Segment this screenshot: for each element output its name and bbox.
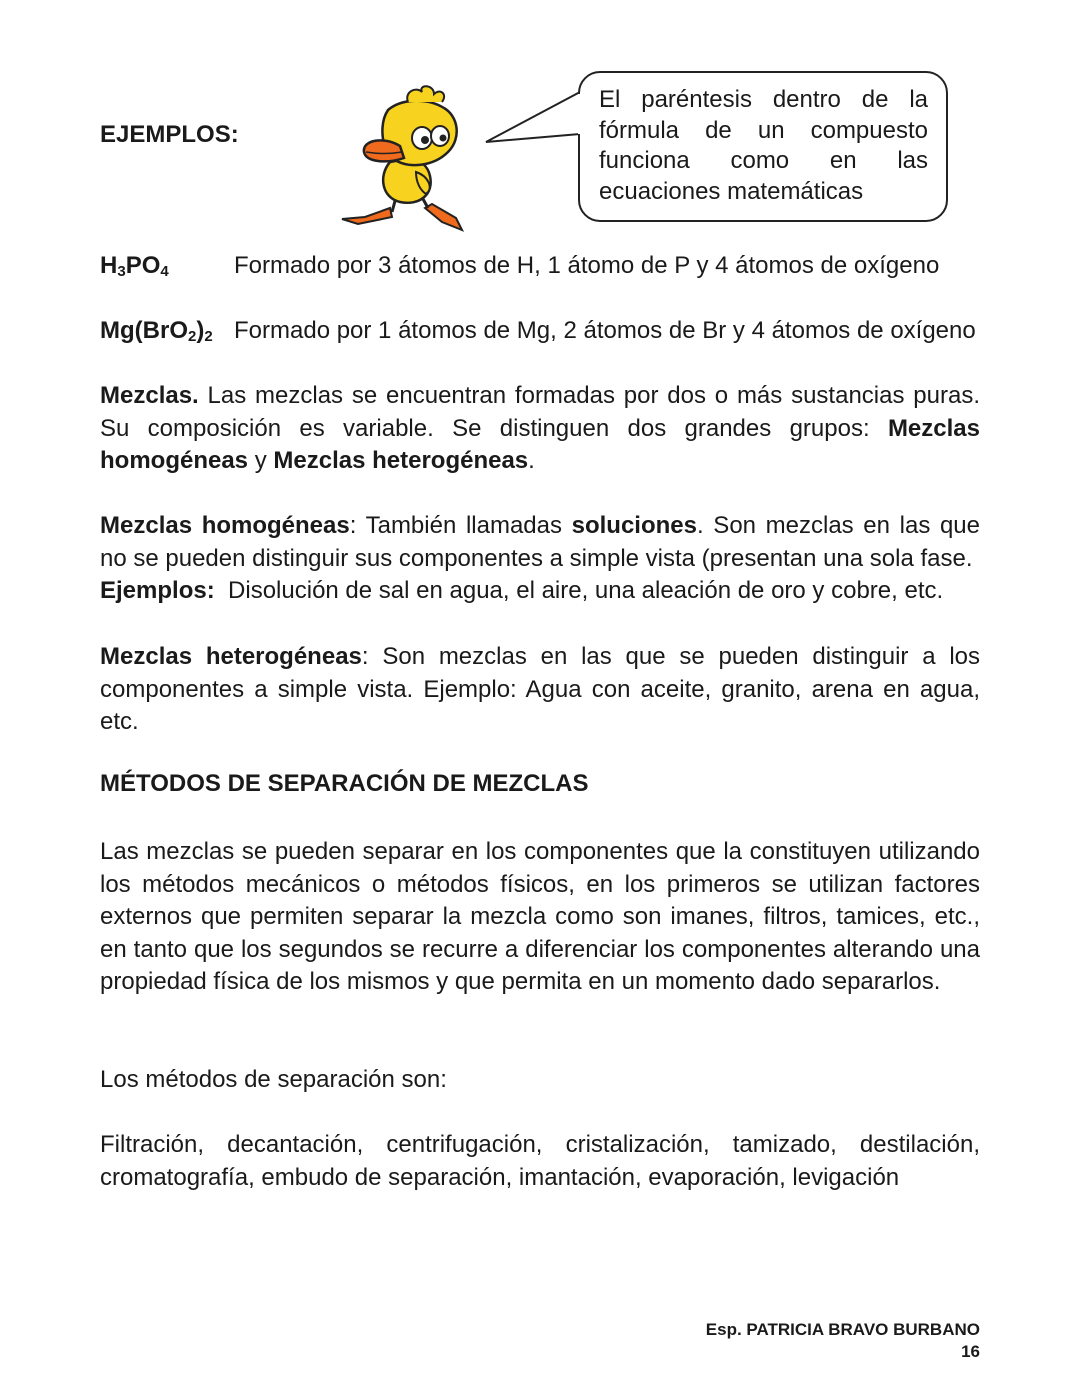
duck-illustration — [330, 80, 490, 240]
metodos-heading: MÉTODOS DE SEPARACIÓN DE MEZCLAS — [100, 770, 589, 797]
metodos-intro: Los métodos de separación son: — [100, 1066, 447, 1093]
ejemplos-label: EJEMPLOS: — [100, 121, 239, 148]
homogeneas-paragraph: Mezclas homogéneas: También llamadas soluciones. Son mezclas en las que no se pueden distinguir sus componentes a simple vista (presentan una sola fase. — [100, 512, 980, 572]
formula-mgbro2-description: Formado por 1 átomos de Mg, 2 átomos de Br y 4 átomos de oxígeno — [234, 317, 976, 344]
metodos-paragraph: Las mezclas se pueden separar en los componentes que la constituyen utilizando los métodos mecánicos o métodos físicos, en los primeros se utilizan factores externos que permiten separar la mezcla como son imanes, filtros, tamices, etc., en tanto que los segundos se recurre a diferenciar los componentes alterando una propiedad física de los mismos y que permita en un momento dado separarlos. — [100, 838, 980, 995]
metodos-list: Filtración, decantación, centrifugación, cristalización, tamizado, destilación, cromatografía, embudo de separación, imantación, evaporación, levigación — [100, 1131, 980, 1191]
page-number: 16 — [961, 1342, 980, 1361]
formula-mgbro2: $Mg(BrO_2)_2$ — [100, 317, 213, 345]
formula-h3po4: $H_3PO_4$ — [100, 252, 169, 280]
formula-h3po4-description: Formado por 3 átomos de H, 1 átomo de P y 4 átomos de oxígeno — [234, 252, 940, 279]
heterogeneas-paragraph: Mezclas heterogéneas: Son mezclas en las que se pueden distinguir a los componentes a simple vista. Ejemplo: Agua con aceite, granito, arena en agua, etc. — [100, 643, 980, 735]
speech-bubble-tail — [480, 90, 584, 150]
speech-bubble-text: El paréntesis dentro de la fórmula de un compuesto funciona como en las ecuaciones matemáticas — [599, 86, 928, 205]
footer-author: Esp. PATRICIA BRAVO BURBANO — [705, 1320, 980, 1339]
mezclas-paragraph: Mezclas. Las mezclas se encuentran formadas por dos o más sustancias puras. Su composición es variable. Se distinguen dos grandes grupos: Mezclas homogéneas y Mezclas heterogéneas. — [100, 382, 980, 474]
bubble-tail-join — [578, 94, 582, 134]
homogeneas-examples: Ejemplos: Disolución de sal en agua, el aire, una aleación de oro y cobre, etc. — [100, 577, 944, 604]
